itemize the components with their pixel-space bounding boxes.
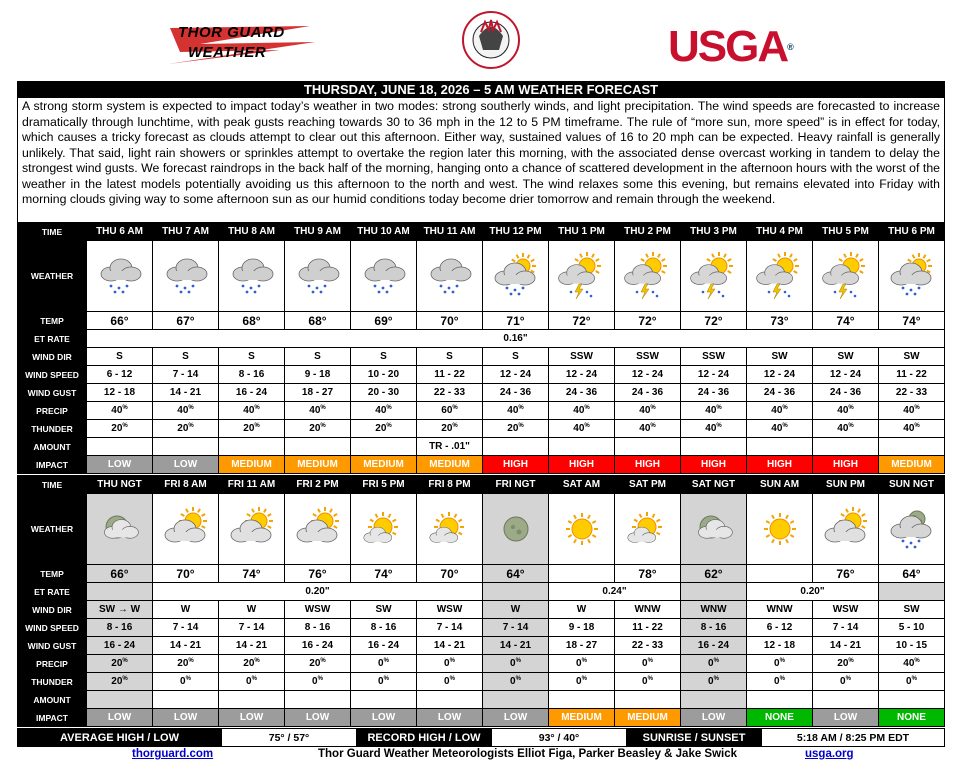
speed-cell: 8 - 16 [351,619,417,637]
gust-cell: 16 - 24 [351,637,417,655]
impact-badge: LOW [153,709,219,727]
speed-cell: 11 - 22 [879,366,945,384]
wind-gust-label: WIND GUST [18,384,87,402]
speed-cell: 8 - 16 [219,366,285,384]
precip-label: PRECIP [18,402,87,420]
precip-cell: 40% [483,402,549,420]
gust-cell: 24 - 36 [549,384,615,402]
precip-cell: 20% [153,655,219,673]
impact-badge: LOW [483,709,549,727]
amount-value: TR - .01" [417,438,483,456]
time-header: FRI 8 AM [153,476,219,494]
credits [17,748,945,766]
dir-cell: W [483,601,549,619]
et-rate-value: 0.16" [87,330,945,348]
dir-cell: WSW [417,601,483,619]
dir-cell: WSW [813,601,879,619]
thorguard-line1: THOR GUARD [178,24,285,41]
precip-cell: 0% [549,655,615,673]
temps-cell: 74° [351,565,417,583]
wind-dir-label: WIND DIR [18,601,87,619]
precip-cell: 40% [87,402,153,420]
thunder-cell: 0% [285,673,351,691]
speed-cell: 7 - 14 [417,619,483,637]
impact-badge: LOW [351,709,417,727]
thunder-cell: 0% [417,673,483,691]
impact-badge: HIGH [615,456,681,474]
gust-cell: 24 - 36 [813,384,879,402]
thunder-cell: 20% [219,420,285,438]
et-rate-sunday: 0.20" [747,583,879,601]
weather-label: WEATHER [18,494,87,565]
time-header: SAT PM [615,476,681,494]
rain-cloud-icon [161,252,211,300]
partly-sunny-icon [293,505,343,553]
speed-cell: 5 - 10 [879,619,945,637]
thunder-cell: 0% [813,673,879,691]
dir-cell: SSW [681,348,747,366]
amount-cell [285,691,351,709]
thunder-cell: 40% [747,420,813,438]
temps-cell: 62° [681,565,747,583]
thunder-cell: 0% [549,673,615,691]
precip-cell: 40% [747,402,813,420]
speed-cell: 10 - 20 [351,366,417,384]
temps-cell: 74° [879,312,945,330]
impact-badge: MEDIUM [879,456,945,474]
thunder-cell: 20% [153,420,219,438]
gust-cell: 16 - 24 [681,637,747,655]
gust-cell: 16 - 24 [285,637,351,655]
temps-cell: 64° [879,565,945,583]
amount-cell [417,691,483,709]
speed-cell: 7 - 14 [153,366,219,384]
thunder-cell: 20% [483,420,549,438]
time-header: THU 9 AM [285,223,351,241]
dir-cell: SW [813,348,879,366]
time-header: FRI 11 AM [219,476,285,494]
temps-cell: 68° [219,312,285,330]
time-header: SUN PM [813,476,879,494]
speed-cell: 11 - 22 [417,366,483,384]
precip-cell: 40% [879,655,945,673]
wind-speed-label: WIND SPEED [18,619,87,637]
dir-cell: S [219,348,285,366]
time-header: THU 3 PM [681,223,747,241]
dir-cell: WSW [285,601,351,619]
amount-cell [87,691,153,709]
dir-cell: S [153,348,219,366]
precip-cell: 0% [417,655,483,673]
dir-cell: S [285,348,351,366]
time-header: THU 1 PM [549,223,615,241]
thunder-cell: 20% [87,420,153,438]
impact-badge: MEDIUM [219,456,285,474]
temps-cell: 69° [351,312,417,330]
climate-footer [17,728,945,747]
thunder-cell: 40% [681,420,747,438]
temps-cell: 70° [153,565,219,583]
gust-cell: 14 - 21 [483,637,549,655]
partly-sunny-icon [161,505,211,553]
speed-cell: 12 - 24 [549,366,615,384]
impact-badge: HIGH [747,456,813,474]
mostly-sunny-icon [623,505,673,553]
time-header: THU 7 AM [153,223,219,241]
sun-thunder-rain-icon [557,252,607,300]
dir-cell: SW → W [87,601,153,619]
speed-cell: 8 - 16 [285,619,351,637]
forecast-narrative: A strong storm system is expected to impact today’s weather in two modes: strong southerly winds, and light precipitation. The wind speeds are forecasted to increase dramatically through lunchtime, with peak gusts reaching towards 30 to 36 mph in the 12 to 5 PM timeframe. The rule of “more sun, more speed” is in effect for today, which causes a tricky forecast as clouds attempt to clear out this afternoon. Either way, sustained values of 16 to 20 mph can be expected. Heavy rainfall is generally unlikely. That said, light rain showers or sprinkles attempt to overtake the region later this morning, with the associated dense overcast working in tandem to delay the strongest wind gusts. We forecast raindrops in the back half of the morning, hanging onto a chance of scattered development in the afternoon hours with the worst of the weather in the latest models potentially avoiding us this afternoon to the north and west. The wind relaxes some this evening, but remains elevated into Friday with morning clouds giving way to some afternoon sun as our humid conditions today become drier tomorrow and remain through the weekend. [17,98,945,222]
thunder-label: THUNDER [18,673,87,691]
amount-cell [615,691,681,709]
precip-cell: 40% [681,402,747,420]
average-label: AVERAGE HIGH / LOW [18,729,222,747]
gust-cell: 10 - 15 [879,637,945,655]
dir-cell: S [87,348,153,366]
dir-cell: SW [351,601,417,619]
gust-cell: 16 - 24 [87,637,153,655]
gust-cell: 24 - 36 [681,384,747,402]
amount-cell [747,691,813,709]
gust-cell: 14 - 21 [153,637,219,655]
gust-cell: 24 - 36 [747,384,813,402]
dir-cell: W [219,601,285,619]
page-title: THURSDAY, JUNE 18, 2026 – 5 AM WEATHER FORECAST [17,81,945,98]
time-header: FRI 2 PM [285,476,351,494]
impact-badge: HIGH [681,456,747,474]
temps-cell: 72° [681,312,747,330]
gust-cell: 22 - 33 [615,637,681,655]
precip-cell: 0% [615,655,681,673]
impact-badge: MEDIUM [615,709,681,727]
time-header: SAT NGT [681,476,747,494]
cloudy-night-rain-icon [887,505,937,553]
thunder-cell: 0% [615,673,681,691]
temps-cell [747,565,813,583]
amount-label: AMOUNT [18,438,87,456]
gust-cell: 20 - 30 [351,384,417,402]
impact-label: IMPACT [18,456,87,474]
partly-cloudy-night-icon [95,505,145,553]
speed-cell: 12 - 24 [681,366,747,384]
record-value: 93° / 40° [492,729,627,747]
time-header: THU 11 AM [417,223,483,241]
gust-cell: 14 - 21 [219,637,285,655]
time-header: THU 6 AM [87,223,153,241]
rain-cloud-icon [425,252,475,300]
precip-cell: 40% [549,402,615,420]
rain-cloud-icon [293,252,343,300]
sun-icon [755,505,805,553]
speed-cell: 11 - 22 [615,619,681,637]
mostly-sunny-icon [359,505,409,553]
thunder-cell: 20% [285,420,351,438]
dir-cell: S [417,348,483,366]
amount-cell [681,691,747,709]
temp-label: TEMP [18,565,87,583]
thorguard-link[interactable]: thorguard.com [132,748,214,760]
temps-cell: 72° [615,312,681,330]
thunder-cell: 40% [615,420,681,438]
thunder-cell: 0% [681,673,747,691]
forecast-table-extended [17,475,945,727]
impact-badge: MEDIUM [285,456,351,474]
dir-cell: SSW [615,348,681,366]
dir-cell: W [153,601,219,619]
gust-cell: 18 - 27 [549,637,615,655]
impact-badge: MEDIUM [417,456,483,474]
us-open-seal-icon [461,10,521,70]
weather-label: WEATHER [18,241,87,312]
gust-cell: 22 - 33 [879,384,945,402]
time-header: THU 12 PM [483,223,549,241]
time-header: THU 2 PM [615,223,681,241]
sun-value: 5:18 AM / 8:25 PM EDT [762,729,945,747]
thunder-cell: 40% [549,420,615,438]
time-header: THU 6 PM [879,223,945,241]
speed-cell: 8 - 16 [681,619,747,637]
precip-cell: 20% [219,655,285,673]
speed-cell: 6 - 12 [747,619,813,637]
sun-label: SUNRISE / SUNSET [627,729,762,747]
thunder-cell: 40% [813,420,879,438]
gust-cell: 24 - 36 [483,384,549,402]
precip-cell: 40% [879,402,945,420]
impact-badge: HIGH [483,456,549,474]
amount-cell [549,691,615,709]
impact-badge: LOW [813,709,879,727]
thunder-cell: 0% [219,673,285,691]
amount-cell [813,691,879,709]
temps-cell: 66° [87,312,153,330]
time-label: TIME [18,476,87,494]
temps-cell: 71° [483,312,549,330]
partly-sunny-icon [821,505,871,553]
precip-label: PRECIP [18,655,87,673]
impact-badge: LOW [681,709,747,727]
et-rate-label: ET RATE [18,330,87,348]
precip-cell: 20% [813,655,879,673]
impact-badge: LOW [87,709,153,727]
precip-cell: 0% [483,655,549,673]
et-rate-friday: 0.20" [153,583,483,601]
temps-cell: 73° [747,312,813,330]
header [0,0,966,80]
speed-cell: 12 - 24 [813,366,879,384]
precip-cell: 40% [153,402,219,420]
partly-sunny-rain-icon [491,252,541,300]
impact-badge: MEDIUM [549,709,615,727]
wind-gust-label: WIND GUST [18,637,87,655]
speed-cell: 7 - 14 [153,619,219,637]
thunder-cell: 40% [879,420,945,438]
precip-cell: 20% [285,655,351,673]
partly-cloudy-night-icon [689,505,739,553]
time-header: SAT AM [549,476,615,494]
time-header: THU 5 PM [813,223,879,241]
impact-badge: LOW [153,456,219,474]
sun-icon [557,505,607,553]
precip-cell: 0% [747,655,813,673]
amount-cell [153,691,219,709]
precip-cell: 40% [351,402,417,420]
speed-cell: 12 - 24 [483,366,549,384]
time-header: FRI 8 PM [417,476,483,494]
usga-link[interactable]: usga.org [805,748,854,760]
thunder-cell: 0% [879,673,945,691]
speed-cell: 6 - 12 [87,366,153,384]
forecast-table-thursday [17,222,945,474]
speed-cell: 7 - 14 [219,619,285,637]
gust-cell: 22 - 33 [417,384,483,402]
impact-badge: LOW [417,709,483,727]
impact-badge: NONE [879,709,945,727]
thunder-cell: 0% [483,673,549,691]
thunder-cell: 0% [351,673,417,691]
temp-label: TEMP [18,312,87,330]
time-header: SUN NGT [879,476,945,494]
gust-cell: 14 - 21 [813,637,879,655]
dir-cell: WNW [747,601,813,619]
precip-cell: 40% [285,402,351,420]
temps-cell: 64° [483,565,549,583]
time-header: THU 8 AM [219,223,285,241]
sun-thunder-rain-icon [755,252,805,300]
gust-cell: 14 - 21 [153,384,219,402]
precip-cell: 40% [615,402,681,420]
dir-cell: W [549,601,615,619]
speed-cell: 9 - 18 [285,366,351,384]
temps-cell: 74° [813,312,879,330]
precip-cell: 20% [87,655,153,673]
temps-cell: 76° [813,565,879,583]
meteorologists-credit: Thor Guard Weather Meteorologists Elliot Figa, Parker Beasley & Jake Swick [318,748,738,760]
time-header: FRI NGT [483,476,549,494]
thunder-cell: 20% [351,420,417,438]
impact-badge: NONE [747,709,813,727]
wind-speed-label: WIND SPEED [18,366,87,384]
gust-cell: 12 - 18 [747,637,813,655]
impact-label: IMPACT [18,709,87,727]
thunder-cell: 0% [747,673,813,691]
speed-cell: 12 - 24 [615,366,681,384]
time-label: TIME [18,223,87,241]
thunder-label: THUNDER [18,420,87,438]
usga-logo[interactable] [668,22,794,72]
moon-icon [491,505,541,553]
gust-cell: 14 - 21 [417,637,483,655]
gust-cell: 16 - 24 [219,384,285,402]
rain-cloud-icon [227,252,277,300]
precip-cell: 40% [219,402,285,420]
temps-cell: 72° [549,312,615,330]
temps-cell: 76° [285,565,351,583]
speed-cell: 12 - 24 [747,366,813,384]
sun-thunder-rain-icon [689,252,739,300]
amount-cell [351,691,417,709]
impact-badge: MEDIUM [351,456,417,474]
et-rate-saturday: 0.24" [549,583,681,601]
average-value: 75° / 57° [222,729,357,747]
time-header: THU 4 PM [747,223,813,241]
time-header: THU 10 AM [351,223,417,241]
dir-cell: S [483,348,549,366]
dir-cell: S [351,348,417,366]
amount-cell [879,691,945,709]
temps-cell: 74° [219,565,285,583]
temps-cell: 67° [153,312,219,330]
mostly-sunny-icon [425,505,475,553]
speed-cell: 7 - 14 [813,619,879,637]
gust-cell: 18 - 27 [285,384,351,402]
rain-cloud-icon [95,252,145,300]
dir-cell: SW [879,348,945,366]
temps-cell: 70° [417,312,483,330]
temps-cell: 66° [87,565,153,583]
usga-wordmark: USGA [668,22,788,71]
temps-cell: 68° [285,312,351,330]
temps-cell: 70° [417,565,483,583]
et-rate-label: ET RATE [18,583,87,601]
time-header: THU NGT [87,476,153,494]
sun-thunder-rain-icon [623,252,673,300]
usga-mark: ® [787,42,794,52]
precip-cell: 0% [681,655,747,673]
partly-sunny-icon [227,505,277,553]
precip-cell: 40% [813,402,879,420]
impact-badge: LOW [87,456,153,474]
impact-badge: LOW [285,709,351,727]
thorguard-line2: WEATHER [188,44,267,61]
thorguard-logo[interactable] [160,20,320,72]
time-header: SUN AM [747,476,813,494]
impact-badge: HIGH [813,456,879,474]
impact-badge: HIGH [549,456,615,474]
record-label: RECORD HIGH / LOW [357,729,492,747]
amount-cell [219,691,285,709]
speed-cell: 7 - 14 [483,619,549,637]
precip-cell: 60% [417,402,483,420]
dir-cell: SW [879,601,945,619]
rain-cloud-icon [359,252,409,300]
dir-cell: WNW [615,601,681,619]
thunder-cell: 20% [417,420,483,438]
temps-cell [549,565,615,583]
thunder-cell: 20% [87,673,153,691]
precip-cell: 0% [351,655,417,673]
temps-cell: 78° [615,565,681,583]
dir-cell: SW [747,348,813,366]
speed-cell: 8 - 16 [87,619,153,637]
gust-cell: 24 - 36 [615,384,681,402]
wind-dir-label: WIND DIR [18,348,87,366]
time-header: FRI 5 PM [351,476,417,494]
dir-cell: SSW [549,348,615,366]
speed-cell: 9 - 18 [549,619,615,637]
dir-cell: WNW [681,601,747,619]
thunder-cell: 0% [153,673,219,691]
partly-sunny-rain-icon [887,252,937,300]
sun-thunder-rain-icon [821,252,871,300]
amount-cell [483,691,549,709]
gust-cell: 12 - 18 [87,384,153,402]
impact-badge: LOW [219,709,285,727]
amount-label: AMOUNT [18,691,87,709]
